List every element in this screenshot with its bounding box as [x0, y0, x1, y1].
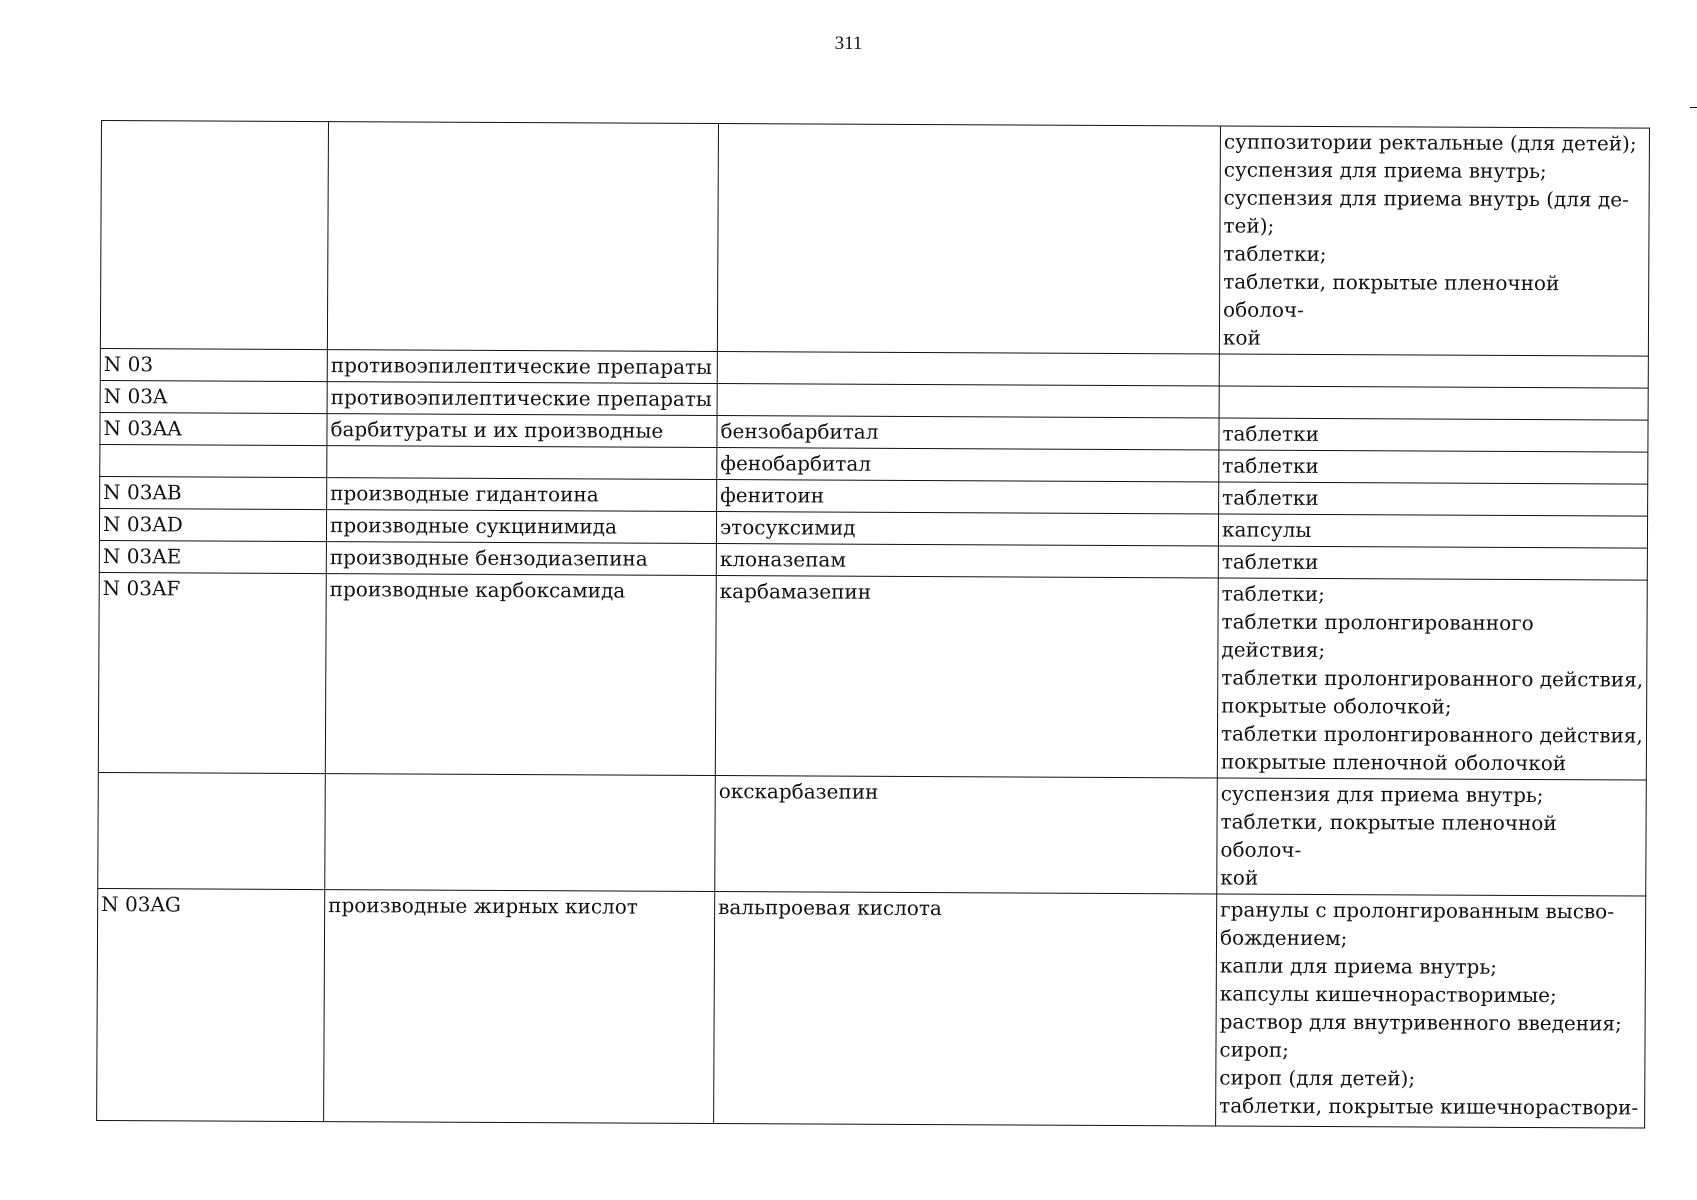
drug-name-cell: фенитоин — [717, 480, 1219, 514]
drug-name-cell: вальпроевая кислота — [714, 892, 1217, 1126]
group-name-cell — [327, 446, 717, 480]
drug-name-cell — [717, 352, 1219, 386]
group-name-cell: производные бензодиазепина — [326, 542, 716, 576]
dosage-form-cell — [1219, 354, 1648, 388]
atc-code-cell: N 03AE — [99, 540, 326, 573]
atc-code-cell — [98, 772, 326, 889]
atc-code-cell: N 03AA — [100, 412, 327, 445]
table-row — [98, 772, 1647, 896]
group-name-cell: производные карбоксамида — [325, 574, 716, 776]
drug-name-cell: карбамазепин — [715, 576, 1218, 778]
drug-name-cell: окскарбазепин — [715, 776, 1218, 894]
group-name-cell — [327, 122, 718, 352]
drug-name-cell: этосуксимид — [716, 512, 1218, 546]
atc-code-cell — [100, 444, 327, 477]
dosage-form-cell: суппозитории ректальные (для детей); суспензия для приема внутрь; суспензия для приема внутрь (для де- тей); таблетки; таблетки, покрытые пленочной оболоч- кой — [1219, 126, 1649, 356]
table-row — [97, 888, 1646, 1128]
dosage-form-cell: таблетки — [1219, 418, 1648, 452]
group-name-cell: производные жирных кислот — [324, 890, 715, 1124]
dosage-form-cell: таблетки — [1219, 450, 1648, 484]
drug-name-cell: бензобарбитал — [717, 416, 1219, 450]
dosage-form-cell: гранулы с пролонгированным высво- бождением; капли для приема внутрь; капсулы кишечнорастворимые; раствор для внутривенного введения; сироп; сироп (для детей); таблетки, покрытые кишечнораствори- — [1216, 894, 1646, 1128]
dosage-form-cell: таблетки — [1219, 482, 1648, 516]
drug-name-cell — [717, 124, 1220, 354]
group-name-cell: барбитураты и их производные — [327, 414, 717, 448]
atc-code-cell: N 03AD — [99, 508, 326, 541]
dosage-form-cell — [1219, 386, 1648, 420]
margin-mark — [1690, 107, 1697, 108]
group-name-cell: противоэпилептические препараты — [327, 382, 717, 416]
atc-code-cell — [100, 121, 328, 350]
atc-code-cell: N 03 — [100, 348, 327, 381]
group-name-cell: производные гидантоина — [327, 478, 717, 512]
drug-table — [96, 120, 1650, 1129]
page-number: 311 — [834, 33, 863, 54]
table-row — [98, 572, 1647, 780]
dosage-form-cell: таблетки — [1218, 546, 1647, 580]
atc-code-cell: N 03AF — [98, 572, 326, 773]
table-row — [100, 121, 1649, 357]
group-name-cell: противоэпилептические препараты — [327, 350, 717, 384]
atc-code-cell: N 03AB — [100, 476, 327, 509]
atc-code-cell: N 03AG — [97, 888, 325, 1121]
dosage-form-cell: таблетки; таблетки пролонгированного действия; таблетки пролонгированного действия, покрытые оболочкой; таблетки пролонгированного действия, покрытые пленочной оболочкой — [1217, 578, 1647, 780]
dosage-form-cell: суспензия для приема внутрь; таблетки, покрытые пленочной оболоч- кой — [1217, 778, 1647, 896]
drug-name-cell — [717, 384, 1219, 418]
group-name-cell — [325, 774, 716, 892]
drug-name-cell: клоназепам — [716, 544, 1218, 578]
atc-code-cell: N 03A — [100, 380, 327, 413]
group-name-cell: производные сукцинимида — [326, 510, 716, 544]
dosage-form-cell: капсулы — [1218, 514, 1647, 548]
drug-name-cell: фенобарбитал — [717, 448, 1219, 482]
